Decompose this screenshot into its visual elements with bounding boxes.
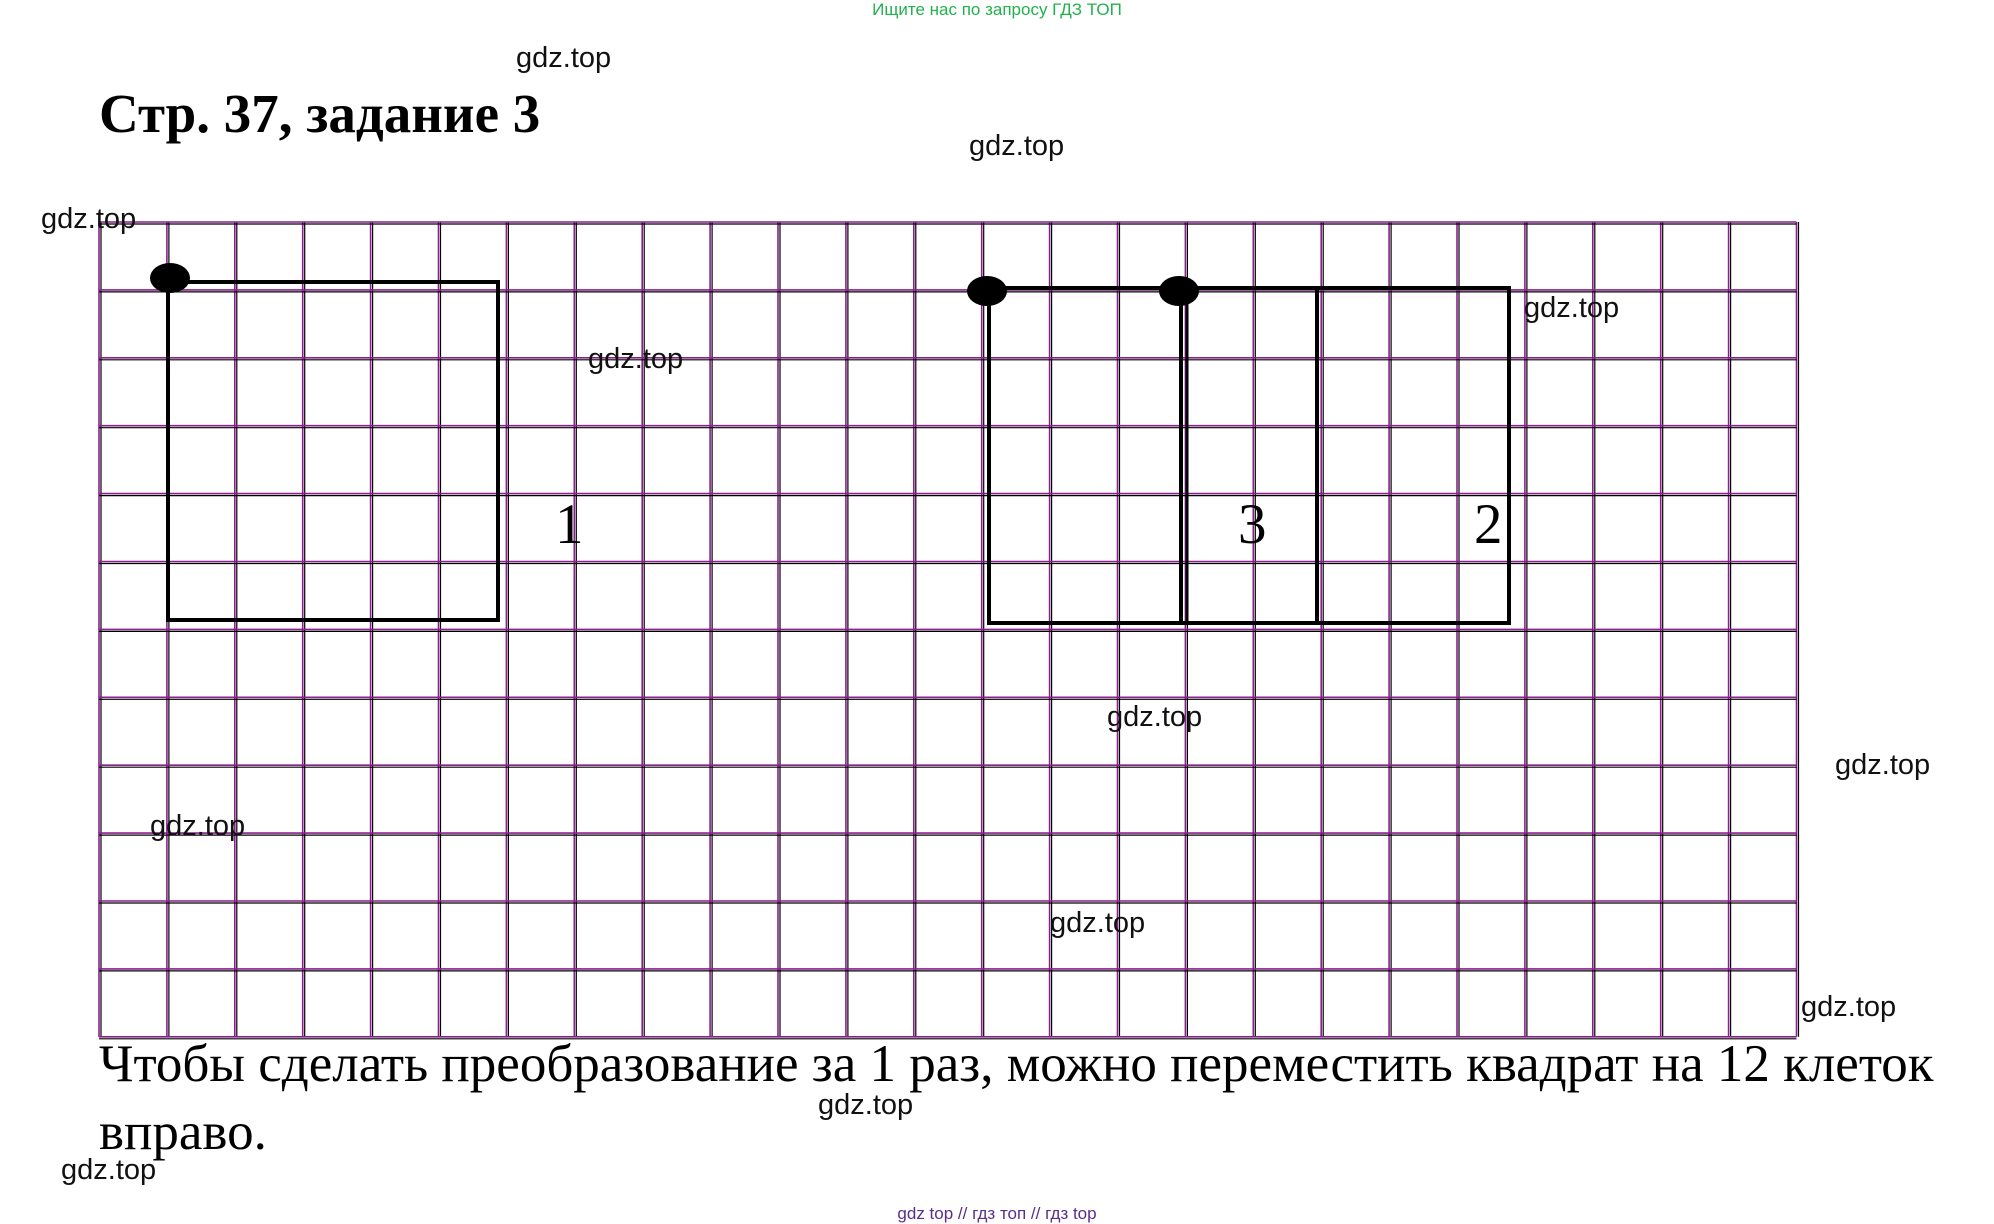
- watermark: gdz.top: [150, 810, 246, 842]
- watermark: gdz.top: [1524, 292, 1620, 324]
- figure-label-3: 3: [1238, 493, 1267, 556]
- watermark: gdz.top: [41, 203, 137, 235]
- watermark: gdz.top: [61, 1154, 157, 1186]
- watermark: gdz.top: [516, 42, 612, 74]
- watermark: gdz.top: [1107, 701, 1203, 733]
- watermark: gdz.top: [588, 343, 684, 375]
- square-3-outline: [989, 288, 1509, 623]
- figure-label-2: 2: [1474, 493, 1503, 556]
- footer-links: gdz top // гдз топ // гдз top: [897, 1204, 1097, 1223]
- watermark: gdz.top: [1835, 749, 1931, 781]
- vertex-dot-2: [967, 276, 1007, 306]
- watermark: gdz.top: [969, 130, 1065, 162]
- vertex-dot-3: [1159, 276, 1199, 306]
- vertex-dot-1: [150, 263, 190, 293]
- answer-text: Чтобы сделать преобразование за 1 раз, можно переместить квадрат на 12 клеток вправо.: [99, 1035, 1934, 1161]
- watermark: gdz.top: [1801, 991, 1897, 1023]
- page-title: Стр. 37, задание 3: [99, 83, 541, 144]
- search-banner: Ищите нас по запросу ГДЗ ТОП: [872, 0, 1122, 19]
- grid-lines: [99, 222, 1799, 1039]
- square-1: [168, 282, 498, 620]
- watermark: gdz.top: [1050, 907, 1146, 939]
- shapes: [150, 263, 1509, 623]
- watermark: gdz.top: [818, 1089, 914, 1121]
- figure-label-1: 1: [555, 493, 584, 556]
